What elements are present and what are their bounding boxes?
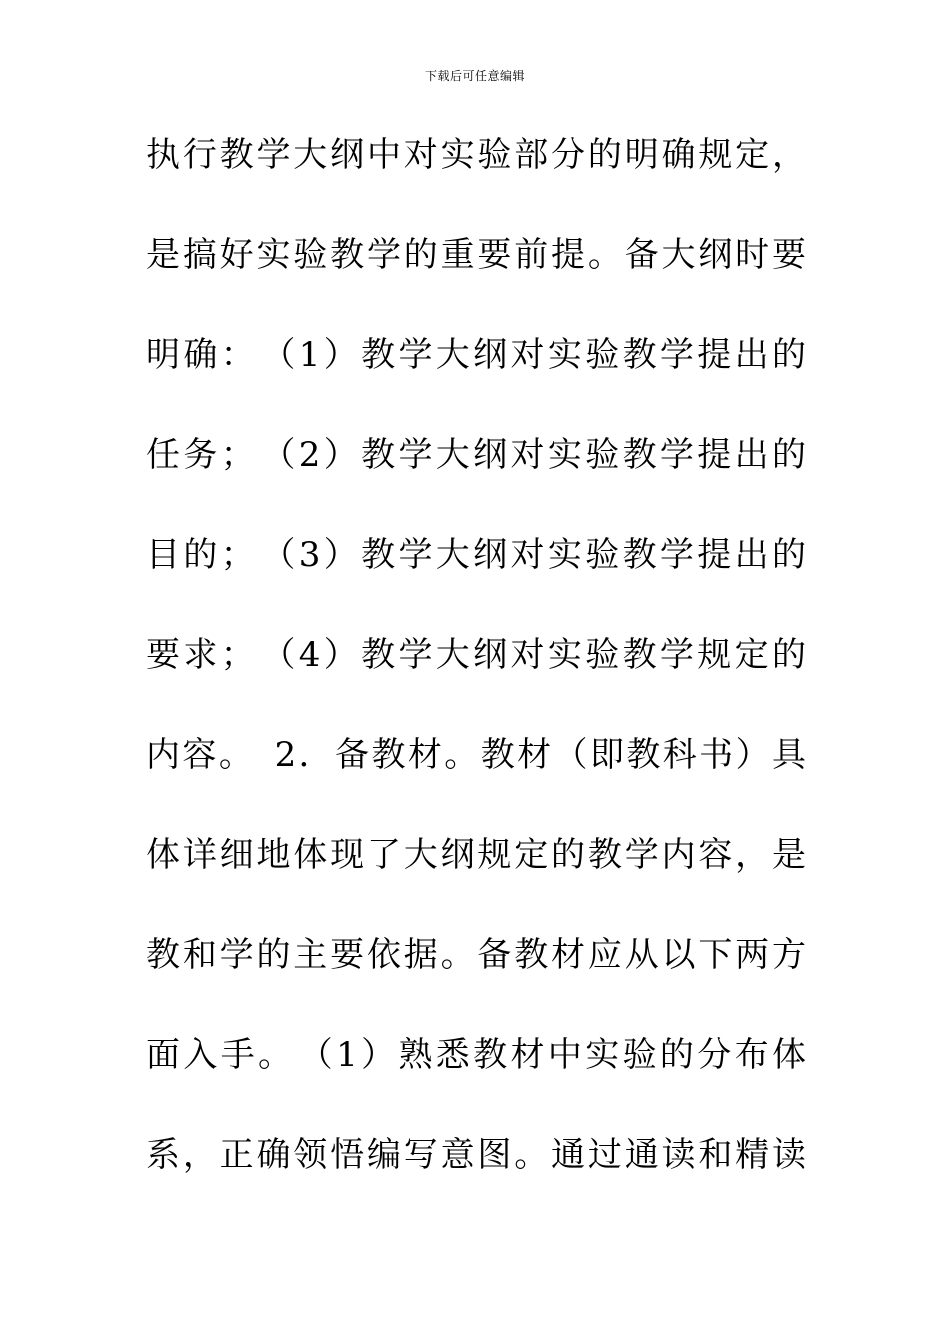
text-line: 系，正确领悟编写意图。通过通读和精读 (146, 1135, 806, 1175)
document-body (146, 105, 806, 1205)
text-line: 面入手。 （1）熟悉教材中实验的分布体 (146, 1035, 806, 1075)
text-line: 要求； （4）教学大纲对实验教学规定的 (146, 635, 806, 675)
text-line: 明确： （1）教学大纲对实验教学提出的 (146, 335, 806, 375)
text-line: 任务； （2）教学大纲对实验教学提出的 (146, 435, 806, 475)
page-header-note: 下载后可任意编辑 (424, 69, 525, 83)
text-line: 体详细地体现了大纲规定的教学内容，是 (146, 835, 806, 875)
text-line: 内容。 2．备教材。教材（即教科书）具 (146, 735, 806, 775)
text-line: 执行教学大纲中对实验部分的明确规定， (146, 135, 806, 175)
text-line: 教和学的主要依据。备教材应从以下两方 (146, 935, 806, 975)
text-line: 目的； （3）教学大纲对实验教学提出的 (146, 535, 806, 575)
text-line: 是搞好实验教学的重要前提。备大纲时要 (146, 235, 806, 275)
